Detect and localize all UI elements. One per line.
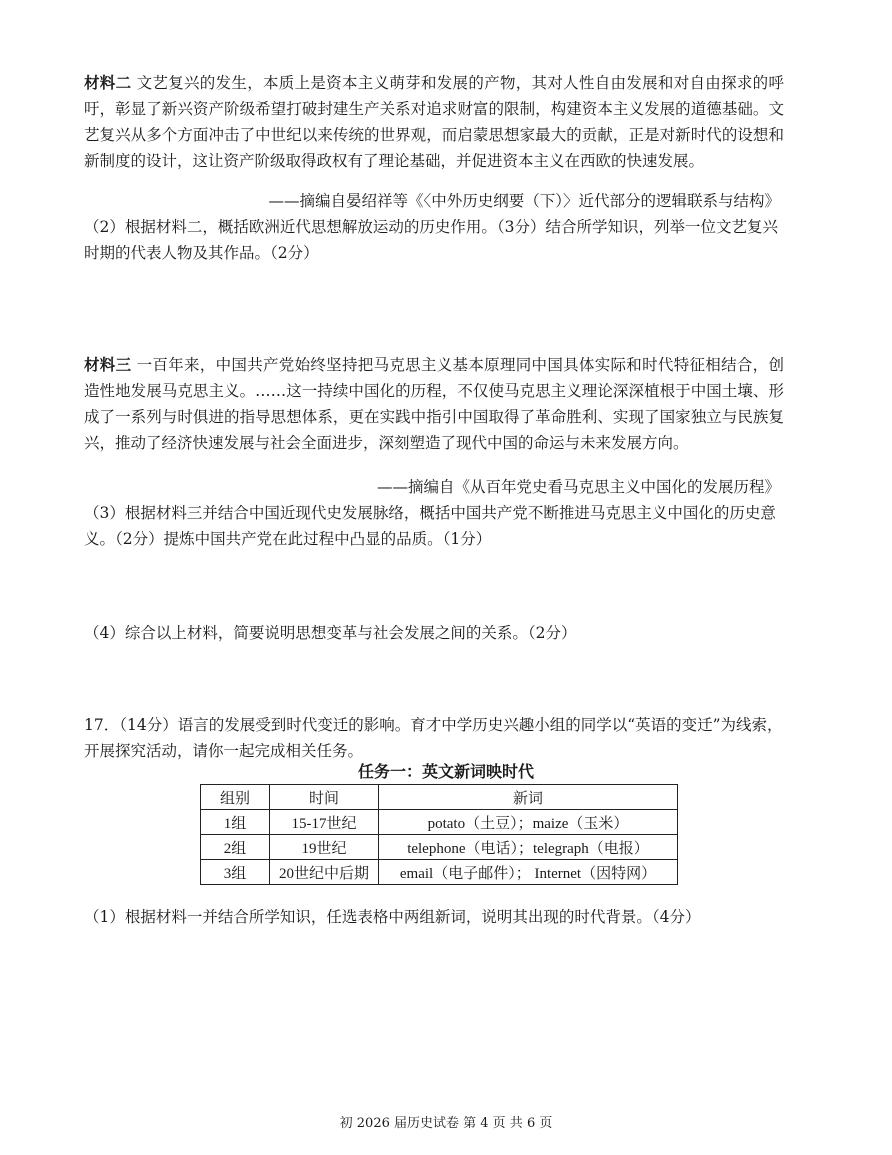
table-row [201,860,678,885]
table-cell: telephone（电话）；telegraph（电报） [379,835,678,860]
question-4: （4）综合以上材料，简要说明思想变革与社会发展之间的关系。（2分） [84,624,577,642]
table-cell: 20世纪中后期 [270,860,379,885]
material-two-label: 材料二 [84,73,132,92]
table-row [201,810,678,835]
table-cell: email（电子邮件）； Internet（因特网） [379,860,678,885]
material-three-source: ——摘编自《从百年党史看马克思主义中国化的发展历程》 [376,478,780,496]
material-three-label: 材料三 [84,355,132,374]
material-two-source: ——摘编自晏绍祥等《〈中外历史纲要（下）〉近代部分的逻辑联系与结构》 [268,192,780,210]
table-header-row [201,785,678,810]
material-two-text: 文艺复兴的发生，本质上是资本主义萌芽和发展的产物，其对人性自由发展和对自由探求的呼吁，彰显了新兴资产阶级希望打破封建生产关系对追求财富的限制，构建资本主义发展的道德基础。文艺复兴从多个方面冲击了中世纪以来传统的世界观，而启蒙思想家最大的贡献，正是对新时代的设想和新制度的设计，这让资产阶级取得政权有了理论基础，并促进资本主义在西欧的快速发展。 [84,74,784,170]
question-3: （3）根据材料三并结合中国近现代史发展脉络，概括中国共产党不断推进马克思主义中国化的历史意义。（2分）提炼中国共产党在此过程中凸显的品质。（1分） [84,504,776,548]
question-2: （2）根据材料二，概括欧洲近代思想解放运动的历史作用。（3分）结合所学知识，列举一位文艺复兴时期的代表人物及其作品。（2分） [84,218,778,262]
page-footer: 初 2026 届历史试卷 第 4 页 共 6 页 [339,1116,553,1131]
table-cell: 15-17世纪 [270,810,379,835]
table-row [201,835,678,860]
table-cell: 1组 [201,810,270,835]
table-cell: 19世纪 [270,835,379,860]
material-three-text: 一百年来，中国共产党始终坚持把马克思主义基本原理同中国具体实际和时代特征相结合，创造性地发展马克思主义。……这一持续中国化的历程，不仅使马克思主义理论深深植根于中国土壤、形成了一系列与时俱进的指导思想体系，更在实践中指引中国取得了革命胜利、实现了国家独立与民族复兴，推动了经济快速发展与社会全面进步，深刻塑造了现代中国的命运与未来发展方向。 [84,356,784,452]
table-cell: 2组 [201,835,270,860]
question-17-1: （1）根据材料一并结合所学知识，任选表格中两组新词，说明其出现的时代背景。（4分） [84,908,701,926]
table-header-cell: 新词 [379,785,678,810]
table-header-cell: 时间 [270,785,379,810]
table-header-cell: 组别 [201,785,270,810]
new-words-table [200,784,678,885]
table-cell: 3组 [201,860,270,885]
material-two [84,70,784,174]
material-three [84,352,784,456]
task-one-title: 任务一：英文新词映时代 [357,762,534,781]
table-cell: potato（土豆）；maize（玉米） [379,810,678,835]
question-17: 17．（14分）语言的发展受到时代变迁的影响。育才中学历史兴趣小组的同学以“英语的变迁”为线索，开展探究活动，请你一起完成相关任务。 [84,716,783,760]
